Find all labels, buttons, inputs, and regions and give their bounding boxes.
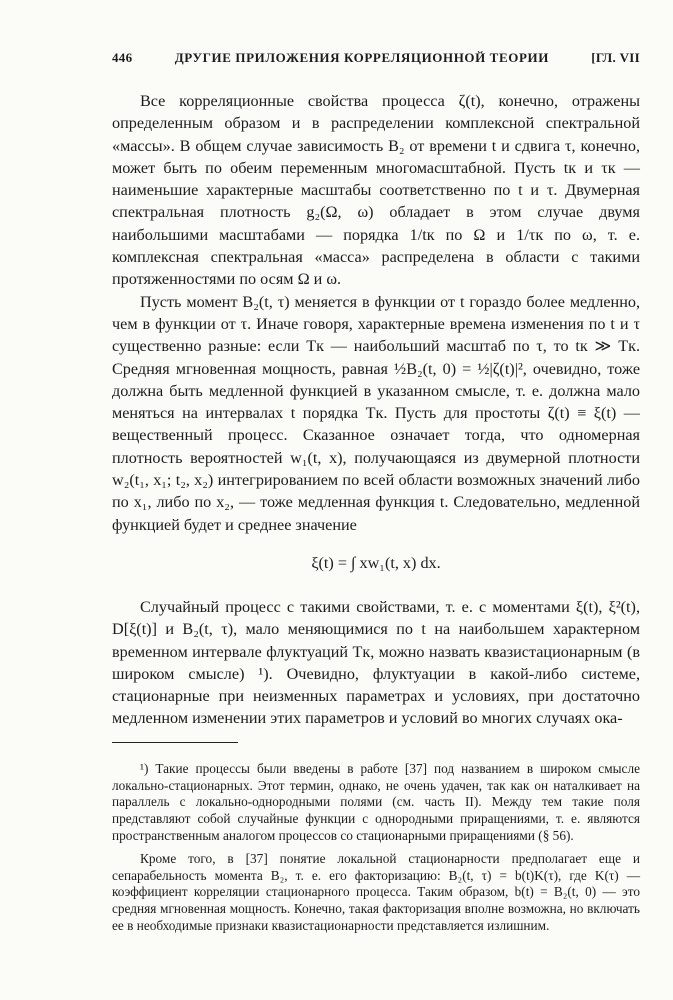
paragraph-3: Случайный процесс с такими свойствами, т. е. с моментами ξ(t), ξ²(t), D[ξ(t)] и B₂(t, τ), мало меняющимися по t на наибольшем характерном временном интервале флуктуаций Tк, можно назвать квазистационарным (в широком смысле) ¹). Очевидно, флуктуации в какой-либо системе, стационарные при неизменных параметрах и условиях, при достаточно медленном изменении этих параметров и условий во многих случаях ока- (112, 597, 640, 728)
page-number: 446 (112, 50, 133, 65)
page (112, 50, 640, 935)
formula-mean-value: ξ(t) = ∫ xw₁(t, x) dx. (311, 553, 441, 572)
running-head (112, 50, 640, 90)
footnote-text-2: Кроме того, в [37] понятие локальной стационарности предполагает еще и сепарабельность момента B₂, т. е. его факторизацию: B₂(t, τ) = b(t)K(τ), где K(τ) — коэффициент корреляции стационарного процесса. Таким образом, b(t) = B₂(t, 0) — это средняя мгновенная мощность. Конечно, такая факторизация вполне возможна, но включать ее в необходимые признаки квазистационарности представляется излишним. (112, 850, 640, 933)
chapter-label: [ГЛ. VII (591, 50, 640, 65)
paragraph-2: Пусть момент B₂(t, τ) меняется в функции от t гораздо более медленно, чем в функции от τ. Иначе говоря, характерные времена изменения по t и τ существенно разные: если Tк — наибольший масштаб по τ, то tк ≫ Tк. Средняя мгновенная мощность, равная ½B₂(t, 0) = ½|ζ(t)|², очевидно, тоже должна быть медленной функцией в указанном смысле, т. е. должна мало меняться на интервалах t порядка Tк. Пусть для простоты ζ(t) ≡ ξ(t) — вещественный процесс. Сказанное означает тогда, что одномерная плотность вероятностей w₁(t, x), получающаяся из двумерной плотности w₂(t₁, x₁; t₂, x₂) интегрированием по всей области возможных значений либо по x₁, либо по x₂, — тоже медленная функция t. Следовательно, медленной функцией будет и среднее значение (112, 292, 640, 534)
paragraph-1: Все корреляционные свойства процесса ζ(t), конечно, отражены определенным образом и в распределении комплексной спектральной «массы». В общем случае зависимость B₂ от времени t и сдвига τ, конечно, может быть по обеим переменным многомасштабной. Пусть tк и τк — наименьшие характерные масштабы соответственно по t и τ. Двумерная спектральная плотность g₂(Ω, ω) обладает в этом случае двумя наибольшими масштабами — порядка 1/tк по Ω и 1/τк по ω, т. е. комплексная спектральная «масса» распределена в области с такими протяженностями по осям Ω и ω. (112, 92, 640, 289)
running-title: ДРУГИЕ ПРИЛОЖЕНИЯ КОРРЕЛЯЦИОННОЙ ТЕОРИИ (174, 50, 549, 65)
footnote-text-1: ¹) Такие процессы были введены в работе [37] под названием в широком смысле локально-стационарных. Этот термин, однако, не очень удачен, так как он наталкивает на параллель с локально-однородными полями (см. часть II). Между тем такие поля представляют собой случайные функции с однородными приращениями, т. е. являются пространственным аналогом процессов со стационарными приращениями (§ 56). (112, 760, 640, 843)
footnote-separator (112, 742, 238, 743)
footnote (112, 761, 640, 935)
